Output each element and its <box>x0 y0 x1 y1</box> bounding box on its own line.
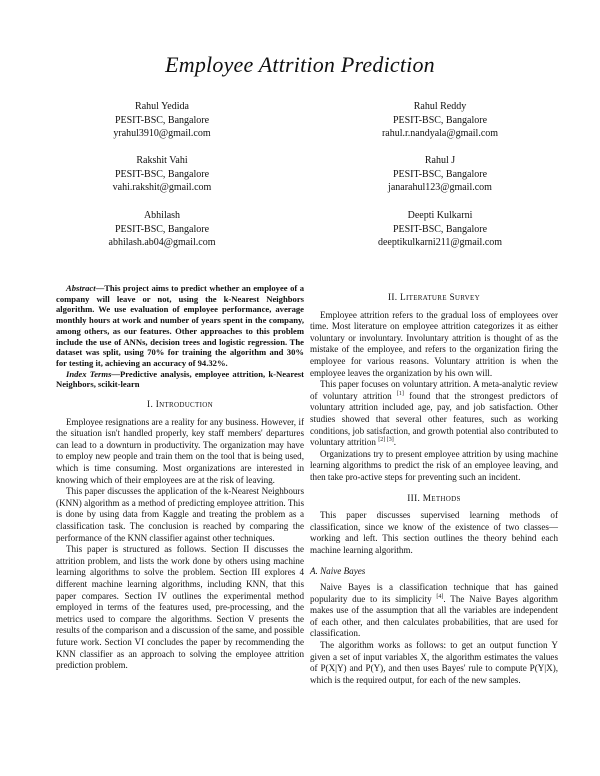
author-name: Rahul Yedida <box>135 101 189 112</box>
lit-paragraph-1: Employee attrition refers to the gradual loss of employees over time. Most literature on employee attrition categorizes it as either voluntary or involuntary. Involuntary attrition is thought of as the mistake of the employee, and refers to the organization firing the employee for various reasons. Voluntary attrition is when the employee leaves the organization by his own will. <box>310 309 558 378</box>
author-affiliation: PESIT-BSC, Bangalore <box>392 114 488 126</box>
citation-ref: [4] <box>436 593 444 600</box>
index-terms <box>56 369 304 390</box>
section-heading-introduction: I. Introduction <box>147 400 213 411</box>
author-name: Abhilash <box>143 210 181 221</box>
lit-p2-text-a: This paper focuses on voluntary attrition. A meta-analytic review of voluntary attrition <box>310 379 558 401</box>
author-affiliation: PESIT-BSC, Bangalore <box>114 168 210 180</box>
intro-paragraph-3: This paper is structured as follows. Section II discusses the attrition problem, and lists the work done by others using machine learning algorithms to solve the problem. Section III explores 4 different machine learning algorithms, including KNN, that this paper compares. Section IV outlines the experimental method employed in terms of the features used, pre-processing, and the metrics used to compare the algorithms. Section V presents the results of the comparison and a discussion of the same, and possible future work. Section VI concludes the paper by recommending the KNN classifier as an approach to solving the employee attrition prediction problem. <box>56 544 304 671</box>
lit-paragraph-2 <box>310 379 558 449</box>
lit-p2-text-b: found that the strongest predictors of voluntary attrition included age, pay, and job satisfaction. Other studies showed that several other features, such as working conditions, job satisfaction, and growth potential also contributed to voluntary attrition <box>310 390 558 448</box>
lit-p2-text-c: . <box>393 437 396 448</box>
methods-p2-text-b: . The Naive Bayes algorithm makes use of the assumption that all the variables are independent of each other, and then calculates probabilities, that are used for classification. <box>310 593 558 639</box>
author-name: Rahul Reddy <box>413 101 467 112</box>
left-column <box>56 283 304 672</box>
author-affiliation: PESIT-BSC, Bangalore <box>392 168 488 180</box>
methods-paragraph-2 <box>310 582 558 640</box>
intro-paragraph-2: This paper discusses the application of the k-Nearest Neighbours (KNN) algorithm as a method of predicting employee attrition. This is done by using data from Kaggle and treating the problem as a classification task. The conclusion is reached by comparing the performance of the KNN classifier against other techniques. <box>56 486 304 543</box>
citation-ref: [1] <box>396 390 404 397</box>
abstract-label: Abstract <box>66 283 96 293</box>
subsection-heading-naive-bayes: A. Naive Bayes <box>310 566 366 577</box>
section-heading-methods: III. Methods <box>407 493 461 504</box>
abstract <box>56 283 304 369</box>
author-4 <box>340 154 540 195</box>
author-email: vahi.rakshit@gmail.com <box>112 182 212 193</box>
intro-paragraph-1: Employee resignations are a reality for any business. However, if the situation isn't handled properly, key staff members' departures can lead to a downturn in productivity. The organization may have to employ new people and train them on the tool that is being used, which is time consuming. Most organizations are interested in knowing which of their employees are at the risk of leaving. <box>56 416 304 485</box>
index-terms-text: —Predictive analysis, employee attrition, k-Nearest Neighbors, scikit-learn <box>56 368 305 390</box>
methods-paragraph-1: This paper discusses supervised learning methods of classification, since we know of the existence of two classes—working and left. This section outlines the theory behind each machine learning algorithm. <box>310 510 558 555</box>
author-6 <box>340 209 540 250</box>
paper-title: Employee Attrition Prediction <box>165 52 435 77</box>
methods-p2-text-a: Naive Bayes is a classification technique that has gained popularity due to its simplicity <box>310 582 558 604</box>
index-terms-label: Index Terms <box>66 368 112 379</box>
author-2 <box>340 100 540 141</box>
author-5 <box>62 209 262 250</box>
author-name: Rahul J <box>424 155 456 166</box>
author-name: Rakshit Vahi <box>136 155 188 166</box>
author-email: abhilash.ab04@gmail.com <box>108 237 216 248</box>
author-email: rahul.r.nandyala@gmail.com <box>381 128 499 139</box>
author-1 <box>62 100 262 141</box>
abstract-text: —This project aims to predict whether an employee of a company will leave or not, using the k-Nearest Neighbors algorithm. We use evaluation of employee performance, average monthly hours at work and number of years spent in the company, among others, as our features. Other approaches to this problem include the use of ANNs, decision trees and logistic regression. The dataset was split, using 70% for training the algorithm and 30% for testing it, achieving an accuracy of 94.32%. <box>56 283 304 368</box>
section-heading-literature-survey: II. Literature Survey <box>388 293 480 303</box>
author-email: janarahul123@gmail.com <box>388 182 492 193</box>
author-affiliation: PESIT-BSC, Bangalore <box>392 223 488 235</box>
citation-ref: [2] [3] <box>378 437 394 444</box>
methods-paragraph-3: The algorithm works as follows: to get an output function Y given a set of input variables X, the algorithm estimates the values of P(X|Y) and P(Y), and then uses Bayes' rule to compute P(Y|X), which is the required output, for each of the new samples. <box>310 640 558 685</box>
author-name: Deepti Kulkarni <box>407 210 473 221</box>
author-affiliation: PESIT-BSC, Bangalore <box>114 114 210 126</box>
right-column <box>310 293 558 686</box>
author-3 <box>62 154 262 195</box>
author-email: deeptikulkarni211@gmail.com <box>377 237 503 248</box>
author-email: yrahul3910@gmail.com <box>113 128 211 139</box>
author-affiliation: PESIT-BSC, Bangalore <box>114 223 210 235</box>
lit-paragraph-3: Organizations try to present employee attrition by using machine learning algorithms to predict the risk of an employee leaving, and then take pro-active steps for preventing such an incident. <box>310 448 558 482</box>
